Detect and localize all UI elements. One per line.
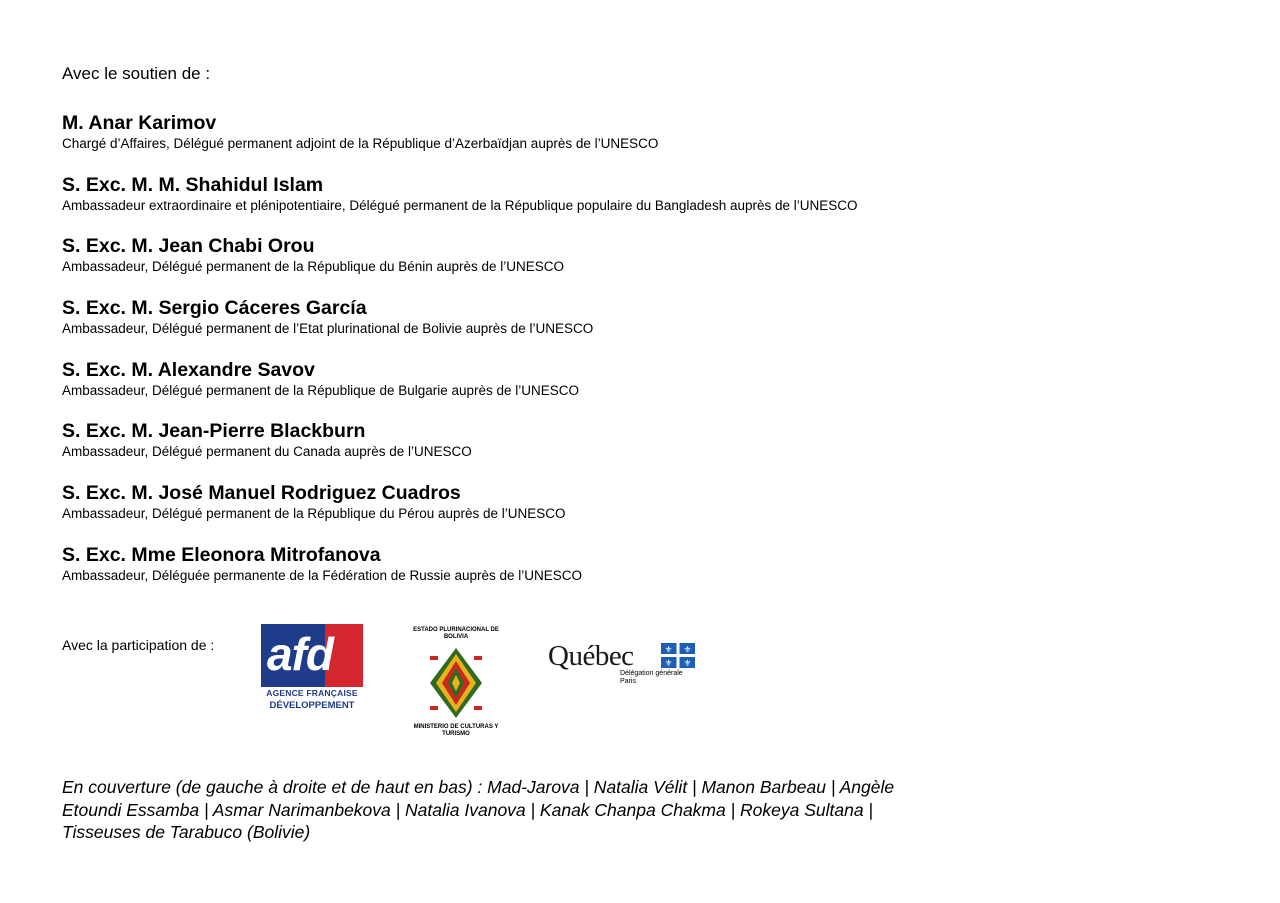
supporter-entry — [62, 482, 1062, 544]
supporter-entry — [62, 174, 1062, 236]
afd-logo — [261, 624, 363, 712]
supporter-name: S. Exc. M. Jean Chabi Orou — [62, 235, 315, 258]
supporter-entry — [62, 297, 1062, 359]
participation-label: Avec la participation de : — [62, 637, 215, 653]
afd-logo-line2: DÉVELOPPEMENT — [269, 700, 355, 711]
supporter-name: S. Exc. M. Sergio Cáceres García — [62, 297, 367, 320]
svg-text:⚜: ⚜ — [664, 645, 673, 656]
supporter-name: S. Exc. M. José Manuel Rodriguez Cuadros — [62, 482, 461, 505]
quebec-wordmark: Québec — [548, 640, 634, 672]
quebec-logo-city: Paris — [620, 678, 636, 685]
supporter-role: Ambassadeur extraordinaire et plénipotentiaire, Délégué permanent de la République populaire du Bangladesh auprès de l’UNESCO — [62, 197, 858, 213]
supporters-list — [62, 112, 1062, 606]
svg-text:⚜: ⚜ — [664, 659, 673, 668]
bolivia-emblem-icon — [430, 648, 482, 718]
quebec-logo — [548, 638, 698, 688]
supporter-entry — [62, 544, 1062, 606]
supporter-name: S. Exc. M. M. Shahidul Islam — [62, 173, 324, 196]
supporter-name: S. Exc. M. Alexandre Savov — [62, 358, 315, 381]
supporter-role: Ambassadeur, Délégué permanent de la République du Bénin auprès de l’UNESCO — [62, 259, 565, 275]
supporter-role: Ambassadeur, Délégué permanent de la République du Pérou auprès de l’UNESCO — [62, 506, 566, 522]
bolivia-logo-top-text: ESTADO PLURINACIONAL DE BOLIVIA — [413, 627, 499, 640]
quebec-flag-icon — [661, 643, 695, 668]
svg-text:⚜: ⚜ — [683, 645, 692, 656]
bolivia-ministry-logo — [410, 627, 502, 743]
supporter-entry — [62, 235, 1062, 297]
supporter-role: Ambassadeur, Délégué permanent de l’Etat plurinational de Bolivie auprès de l’UNESCO — [62, 321, 594, 337]
svg-text:⚜: ⚜ — [683, 659, 692, 668]
supporter-name: M. Anar Karimov — [62, 112, 217, 134]
afd-logo-letters: afd — [267, 628, 333, 680]
cover-credits: En couverture (de gauche à droite et de haut en bas) : Mad-Jarova | Natalia Vélit | Manon Barbeau | Angèle Etoundi Essamba | Asmar Narimanbekova | Natalia Ivanova | Kanak Chanpa Chakma | Rokeya Sultana | Tisseuses de Tarabuco (Bolivie) — [62, 777, 895, 842]
afd-logo-block — [261, 624, 363, 687]
support-intro: Avec le soutien de : — [62, 64, 211, 83]
bolivia-logo-bottom-text: MINISTERIO DE CULTURAS Y TURISMO — [413, 724, 499, 737]
afd-logo-line1: AGENCE FRANÇAISE — [266, 688, 358, 698]
supporter-role: Ambassadeur, Délégué permanent du Canada auprès de l’UNESCO — [62, 444, 472, 460]
quebec-logo-subtitle: Délégation générale — [620, 670, 683, 677]
supporter-name: S. Exc. M. Jean-Pierre Blackburn — [62, 420, 366, 443]
supporter-role: Ambassadeur, Délégué permanent de la République de Bulgarie auprès de l’UNESCO — [62, 382, 580, 398]
supporter-role: Ambassadeur, Déléguée permanente de la Fédération de Russie auprès de l’UNESCO — [62, 567, 583, 583]
supporter-entry — [62, 359, 1062, 421]
supporter-entry — [62, 112, 1062, 174]
supporter-role: Chargé d’Affaires, Délégué permanent adjoint de la République d’Azerbaïdjan auprès de l’UNESCO — [62, 136, 659, 151]
supporter-name: S. Exc. Mme Eleonora Mitrofanova — [62, 543, 381, 566]
supporter-entry — [62, 420, 1062, 482]
